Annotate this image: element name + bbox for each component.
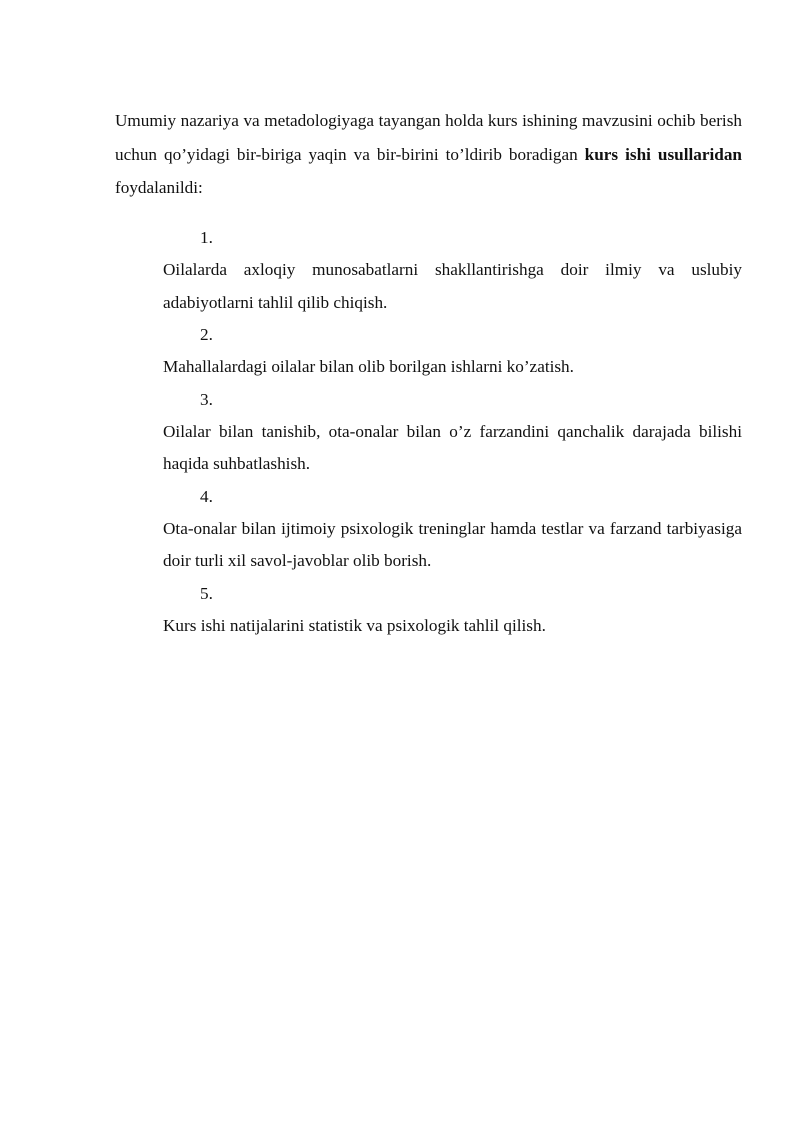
list-item-text: Oilalarda axloqiy munosabatlarni shakllantirishga doir ilmiy va uslubiy adabiyotlarni tahlil qilib chiqish.: [163, 260, 742, 312]
intro-paragraph: [115, 104, 742, 205]
methods-list: [0, 222, 800, 642]
list-item-text: Ota-onalar bilan ijtimoiy psixologik treninglar hamda testlar va farzand tarbiyasiga doir turli xil savol-javoblar olib borish.: [163, 518, 742, 570]
list-item-number: 5.: [200, 583, 213, 603]
intro-text-start: Umumiy nazariya va metadologiyaga tayangan holda kurs ishining mavzusini ochib berish uchun qo’yidagi bir-biriga yaqin va bir-birini to’ldirib boradigan: [115, 111, 742, 164]
list-item-number: 4.: [200, 486, 213, 506]
list-item: [0, 578, 800, 643]
list-item: [0, 222, 800, 319]
list-item-text: Oilalar bilan tanishib, ota-onalar bilan o’z farzandini qanchalik darajada bilishi haqida suhbatlashish.: [163, 421, 742, 473]
intro-bold-phrase: kurs ishi usullaridan: [584, 144, 742, 164]
intro-text-end: foydalanildi:: [115, 178, 203, 197]
list-item-number: 1.: [200, 228, 213, 247]
list-item-text: Kurs ishi natijalarini statistik va psixologik tahlil qilish.: [163, 615, 546, 635]
list-item: [0, 384, 800, 481]
list-item-number: 3.: [200, 389, 213, 409]
list-item: [0, 319, 800, 384]
list-item: [0, 481, 800, 578]
list-item-number: 2.: [200, 325, 213, 344]
list-item-text: Mahallalardagi oilalar bilan olib borilgan ishlarni ko’zatish.: [163, 357, 574, 376]
